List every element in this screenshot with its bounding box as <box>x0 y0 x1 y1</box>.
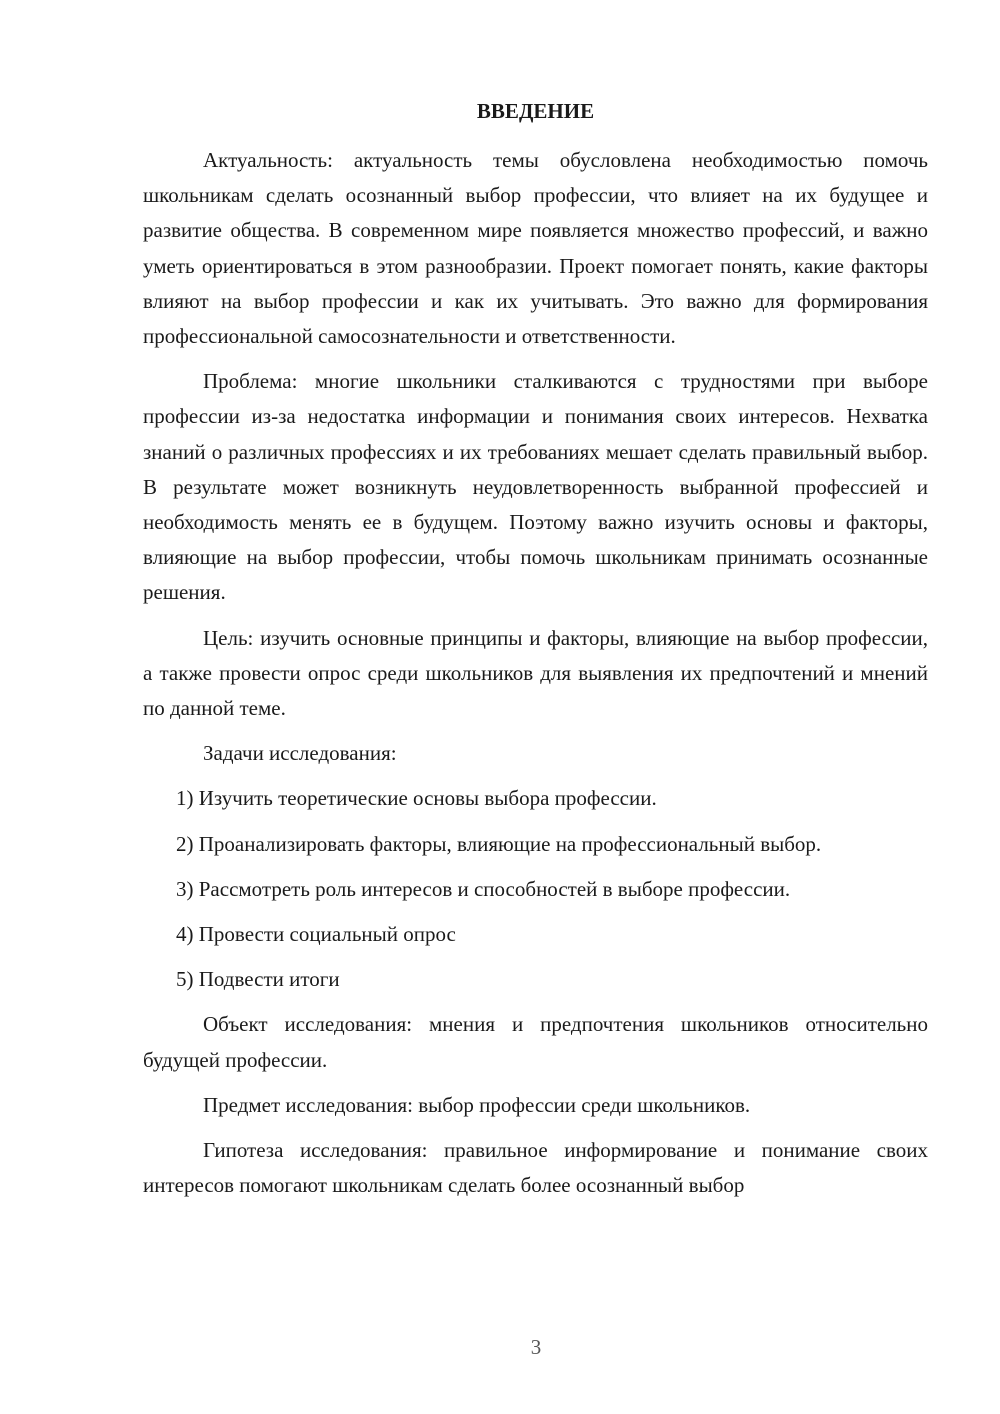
paragraph-tasks-heading: Задачи исследования: <box>203 741 397 766</box>
paragraph-relevance: Актуальность: актуальность темы обусловлена необходимостью помочь школьникам сделать осознанный выбор профессии, что влияет на их будущее и развитие общества. В современном мире появляется множество профессий, и важно уметь ориентироваться в этом разнообразии. Проект помогает понять, какие факторы влияют на выбор профессии и как их учитывать. Это важно для формирования профессиональной самосознательности и ответственности. <box>143 148 928 349</box>
section-title: ВВЕДЕНИЕ <box>476 99 595 123</box>
paragraph-problem: Проблема: многие школьники сталкиваются с трудностями при выборе профессии из-за недостатка информации и понимания своих интересов. Нехватка знаний о различных профессиях и их требованиях мешает сделать правильный выбор. В результате может возникнуть неудовлетворенность выбранной профессией и необходимость менять ее в будущем. Поэтому важно изучить основы и факторы, влияющие на выбор профессии, чтобы помочь школьникам принимать осознанные решения. <box>143 369 928 605</box>
task-item-3: 3) Рассмотреть роль интересов и способностей в выборе профессии. <box>176 876 791 901</box>
paragraph-hypothesis: Гипотеза исследования: правильное информирование и понимание своих интересов помогают школьникам сделать более осознанный выбор <box>143 1138 928 1198</box>
paragraph-subject: Предмет исследования: выбор профессии среди школьников. <box>203 1092 751 1117</box>
page-number: 3 <box>530 1335 542 1359</box>
task-item-2: 2) Проанализировать факторы, влияющие на профессиональный выбор. <box>176 831 822 856</box>
paragraph-goal: Цель: изучить основные принципы и факторы, влияющие на выбор профессии, а также провести опрос среди школьников для выявления их предпочтений и мнений по данной теме. <box>143 625 928 721</box>
task-item-1: 1) Изучить теоретические основы выбора профессии. <box>176 786 657 811</box>
paragraph-object: Объект исследования: мнения и предпочтения школьников относительно будущей профессии. <box>143 1012 928 1072</box>
task-item-5: 5) Подвести итоги <box>176 967 340 992</box>
document-page <box>143 96 928 1213</box>
task-item-4: 4) Провести социальный опрос <box>176 922 456 947</box>
